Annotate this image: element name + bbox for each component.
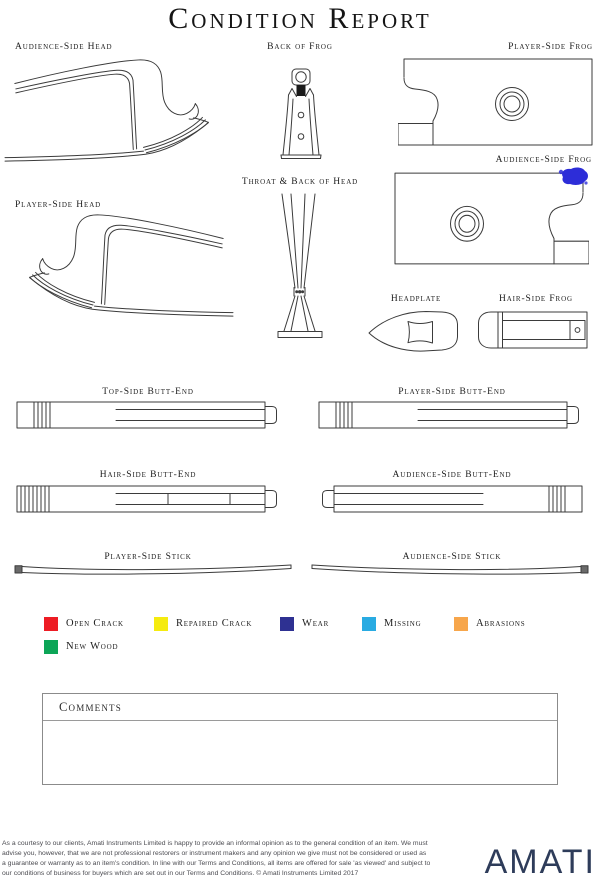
legend-label: Open Crack bbox=[66, 618, 124, 629]
player-side-head-diagram bbox=[8, 212, 236, 322]
disclaimer-line: a guarantee or warranty as to an item's condition. In line with our Terms and Conditions, all items are offered for sale 'as viewed' and subject to bbox=[2, 860, 431, 867]
audience-side-butt-end-diagram bbox=[318, 485, 583, 513]
legend-label: Repaired Crack bbox=[176, 618, 253, 629]
back-of-frog-diagram bbox=[280, 68, 322, 160]
comments-input[interactable] bbox=[43, 721, 557, 783]
comments-box bbox=[42, 693, 558, 785]
disclaimer-text bbox=[2, 839, 462, 879]
label-audience-side-butt-end: Audience-Side Butt-End bbox=[392, 470, 512, 480]
audience-side-head-diagram bbox=[2, 57, 230, 167]
condition-mark-wear-blob bbox=[555, 166, 591, 189]
player-side-butt-end-diagram bbox=[318, 401, 583, 429]
amati-logo: AMATI bbox=[484, 843, 596, 881]
page-title: Condition Report bbox=[168, 2, 432, 35]
label-hair-side-frog: Hair-Side Frog bbox=[498, 294, 574, 304]
label-audience-side-head: Audience-Side Head bbox=[15, 42, 113, 52]
label-player-side-frog: Player-Side Frog bbox=[508, 42, 593, 52]
disclaimer-line: our conditions of business for buyers which are set out in our Terms and Conditions. © Amati Instruments Limited 2017 bbox=[2, 870, 359, 877]
label-player-side-stick: Player-Side Stick bbox=[104, 552, 192, 562]
player-side-stick-diagram bbox=[8, 562, 293, 578]
label-audience-side-frog: Audience-Side Frog bbox=[495, 155, 592, 165]
label-headplate: Headplate bbox=[390, 294, 442, 304]
legend-label: New Wood bbox=[66, 641, 119, 652]
legend-label: Wear bbox=[302, 618, 330, 629]
top-side-butt-end-diagram bbox=[16, 401, 281, 429]
label-audience-side-stick: Audience-Side Stick bbox=[402, 552, 502, 562]
new-wood-swatch bbox=[44, 640, 58, 654]
audience-side-stick-diagram bbox=[310, 562, 595, 578]
comments-label: Comments bbox=[43, 694, 557, 721]
throat-back-of-head-diagram bbox=[272, 192, 328, 342]
missing-swatch bbox=[362, 617, 376, 631]
wear-swatch bbox=[280, 617, 294, 631]
player-side-frog-diagram bbox=[398, 57, 594, 147]
label-top-side-butt-end: Top-Side Butt-End bbox=[102, 387, 194, 397]
disclaimer-line: advise you, however, that we are not professional restorers or instrument makers and any opinion we give must not be considered or used as bbox=[2, 850, 427, 857]
legend-label: Abrasions bbox=[476, 618, 526, 629]
abrasions-swatch bbox=[454, 617, 468, 631]
hair-side-frog-diagram bbox=[477, 311, 589, 349]
label-back-of-frog: Back of Frog bbox=[267, 42, 333, 52]
label-throat-back-of-head: Throat & Back of Head bbox=[241, 177, 359, 187]
open-crack-swatch bbox=[44, 617, 58, 631]
label-player-side-head: Player-Side Head bbox=[15, 200, 102, 210]
disclaimer-line: As a courtesy to our clients, Amati Instruments Limited is happy to provide an informal opinion as to the general condition of an item. We must bbox=[2, 840, 428, 847]
hair-side-butt-end-diagram bbox=[16, 485, 281, 513]
legend-label: Missing bbox=[384, 618, 422, 629]
label-player-side-butt-end: Player-Side Butt-End bbox=[398, 387, 506, 397]
headplate-diagram bbox=[368, 307, 463, 357]
label-hair-side-butt-end: Hair-Side Butt-End bbox=[99, 470, 197, 480]
repaired-crack-swatch bbox=[154, 617, 168, 631]
